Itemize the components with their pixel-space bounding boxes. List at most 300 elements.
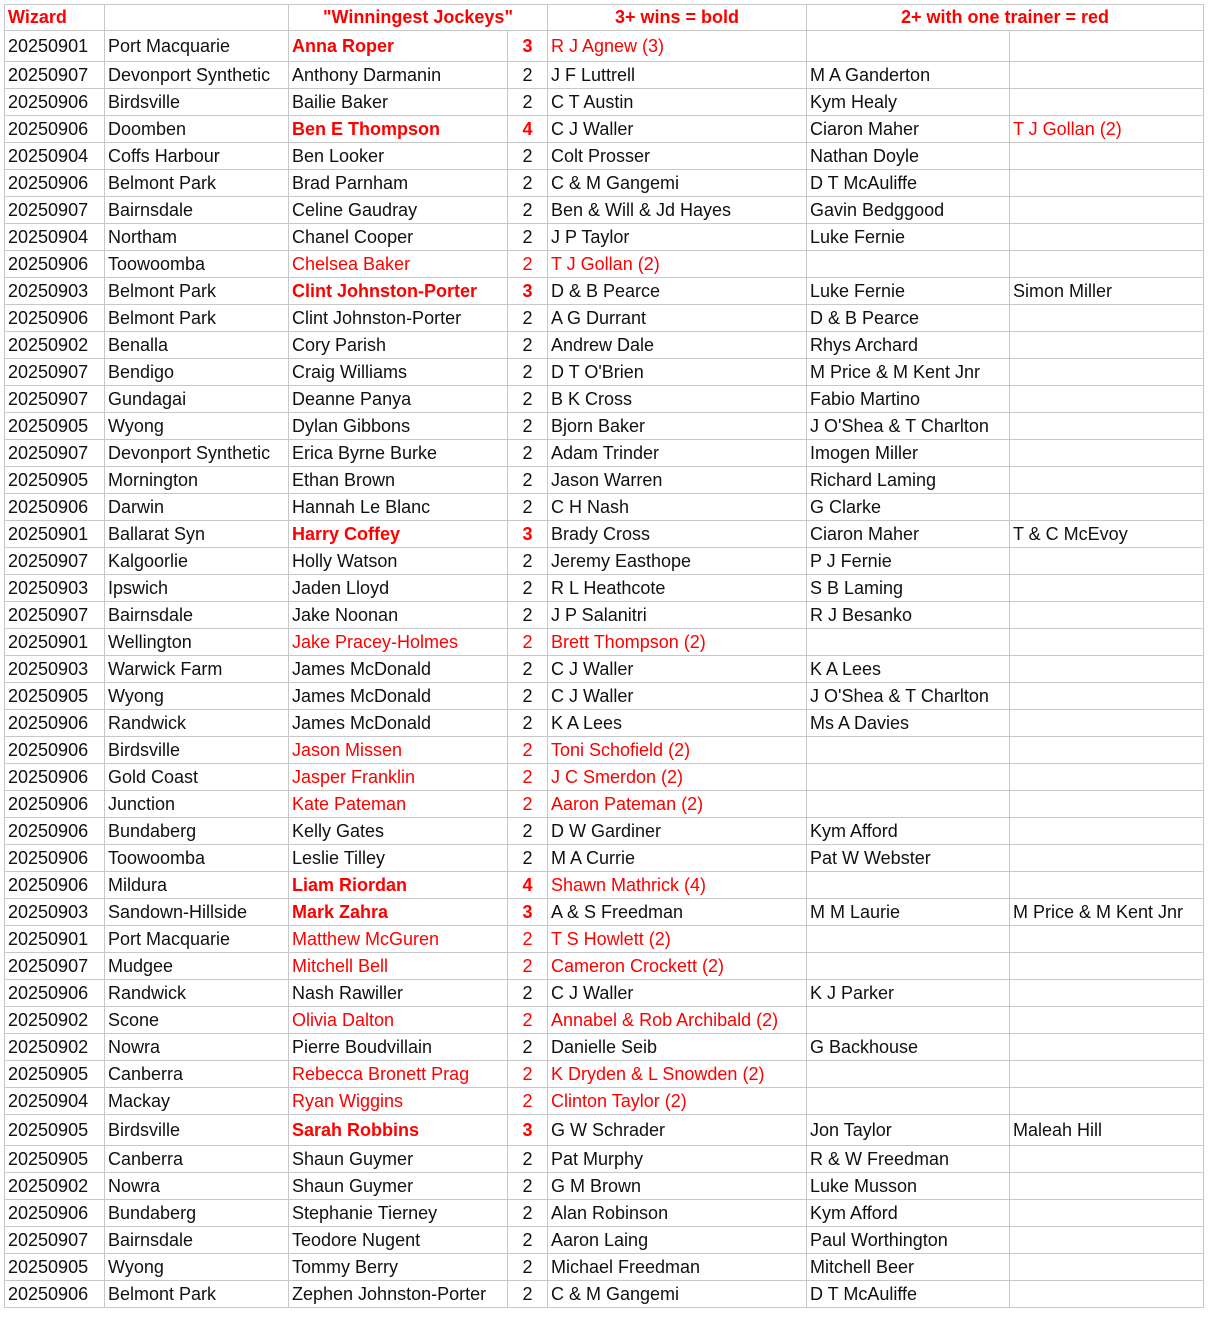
cell-track[interactable]: Mudgee [105,953,289,980]
cell-track[interactable]: Canberra [105,1061,289,1088]
cell-track[interactable]: Gundagai [105,386,289,413]
header-rule-bold[interactable]: 3+ wins = bold [548,5,807,31]
cell-jockey[interactable]: Clint Johnston-Porter [289,305,508,332]
cell-trainer-2[interactable]: Kym Afford [807,818,1010,845]
cell-trainer-3[interactable] [1010,602,1204,629]
cell-track[interactable]: Bairnsdale [105,602,289,629]
cell-track[interactable]: Devonport Synthetic [105,62,289,89]
cell-trainer-2[interactable] [807,764,1010,791]
cell-date[interactable]: 20250903 [5,899,105,926]
cell-trainer-2[interactable]: Ciaron Maher [807,521,1010,548]
cell-date[interactable]: 20250904 [5,224,105,251]
cell-wins[interactable]: 2 [508,170,548,197]
cell-track[interactable]: Benalla [105,332,289,359]
cell-date[interactable]: 20250906 [5,305,105,332]
cell-jockey[interactable]: Mitchell Bell [289,953,508,980]
cell-trainer-1[interactable]: R J Agnew (3) [548,31,807,62]
cell-wins[interactable]: 2 [508,818,548,845]
cell-trainer-2[interactable]: P J Fernie [807,548,1010,575]
cell-jockey[interactable]: Jake Noonan [289,602,508,629]
cell-trainer-3[interactable] [1010,737,1204,764]
cell-wins[interactable]: 3 [508,278,548,305]
cell-wins[interactable]: 2 [508,89,548,116]
cell-wins[interactable]: 2 [508,791,548,818]
cell-jockey[interactable]: James McDonald [289,683,508,710]
cell-wins[interactable]: 3 [508,31,548,62]
cell-trainer-1[interactable]: Pat Murphy [548,1146,807,1173]
cell-trainer-2[interactable]: Pat W Webster [807,845,1010,872]
cell-wins[interactable]: 2 [508,1061,548,1088]
header-title[interactable]: "Winningest Jockeys" [289,5,548,31]
cell-date[interactable]: 20250906 [5,845,105,872]
cell-trainer-3[interactable]: M Price & M Kent Jnr [1010,899,1204,926]
cell-trainer-1[interactable]: Brady Cross [548,521,807,548]
cell-trainer-1[interactable]: Alan Robinson [548,1200,807,1227]
cell-trainer-2[interactable]: Luke Fernie [807,224,1010,251]
cell-date[interactable]: 20250906 [5,251,105,278]
cell-date[interactable]: 20250906 [5,1200,105,1227]
cell-trainer-3[interactable]: T J Gollan (2) [1010,116,1204,143]
cell-wins[interactable]: 2 [508,1146,548,1173]
cell-trainer-2[interactable]: R J Besanko [807,602,1010,629]
cell-track[interactable]: Ipswich [105,575,289,602]
cell-trainer-1[interactable]: R L Heathcote [548,575,807,602]
cell-date[interactable]: 20250902 [5,332,105,359]
cell-track[interactable]: Bairnsdale [105,1227,289,1254]
cell-trainer-2[interactable]: R & W Freedman [807,1146,1010,1173]
cell-track[interactable]: Port Macquarie [105,926,289,953]
cell-trainer-2[interactable] [807,791,1010,818]
cell-trainer-2[interactable]: G Clarke [807,494,1010,521]
cell-date[interactable]: 20250902 [5,1173,105,1200]
cell-trainer-1[interactable]: Shawn Mathrick (4) [548,872,807,899]
cell-date[interactable]: 20250905 [5,1146,105,1173]
cell-trainer-2[interactable]: Imogen Miller [807,440,1010,467]
cell-jockey[interactable]: Tommy Berry [289,1254,508,1281]
cell-trainer-3[interactable] [1010,494,1204,521]
cell-trainer-1[interactable]: J P Salanitri [548,602,807,629]
cell-track[interactable]: Wellington [105,629,289,656]
cell-trainer-3[interactable] [1010,1173,1204,1200]
cell-trainer-2[interactable] [807,953,1010,980]
cell-jockey[interactable]: Craig Williams [289,359,508,386]
cell-trainer-3[interactable] [1010,710,1204,737]
cell-trainer-3[interactable] [1010,1061,1204,1088]
cell-wins[interactable]: 2 [508,305,548,332]
cell-trainer-3[interactable] [1010,818,1204,845]
cell-trainer-2[interactable]: D T McAuliffe [807,170,1010,197]
cell-track[interactable]: Canberra [105,1146,289,1173]
cell-trainer-2[interactable]: Luke Musson [807,1173,1010,1200]
cell-track[interactable]: Birdsville [105,737,289,764]
cell-trainer-3[interactable] [1010,467,1204,494]
cell-date[interactable]: 20250901 [5,31,105,62]
cell-date[interactable]: 20250905 [5,1061,105,1088]
cell-wins[interactable]: 2 [508,359,548,386]
cell-trainer-2[interactable]: Kym Afford [807,1200,1010,1227]
cell-trainer-3[interactable] [1010,143,1204,170]
cell-track[interactable]: Wyong [105,683,289,710]
cell-track[interactable]: Wyong [105,413,289,440]
cell-jockey[interactable]: Ben Looker [289,143,508,170]
cell-trainer-3[interactable] [1010,89,1204,116]
cell-trainer-1[interactable]: C & M Gangemi [548,1281,807,1308]
cell-trainer-1[interactable]: J F Luttrell [548,62,807,89]
cell-trainer-1[interactable]: C & M Gangemi [548,170,807,197]
cell-date[interactable]: 20250903 [5,278,105,305]
cell-trainer-3[interactable] [1010,791,1204,818]
cell-jockey[interactable]: Shaun Guymer [289,1146,508,1173]
cell-trainer-2[interactable]: M M Laurie [807,899,1010,926]
cell-trainer-1[interactable]: Bjorn Baker [548,413,807,440]
cell-jockey[interactable]: Celine Gaudray [289,197,508,224]
cell-date[interactable]: 20250905 [5,1254,105,1281]
cell-track[interactable]: Randwick [105,710,289,737]
cell-trainer-1[interactable]: C J Waller [548,116,807,143]
cell-jockey[interactable]: Erica Byrne Burke [289,440,508,467]
cell-track[interactable]: Scone [105,1007,289,1034]
cell-jockey[interactable]: Kate Pateman [289,791,508,818]
cell-track[interactable]: Devonport Synthetic [105,440,289,467]
cell-jockey[interactable]: Deanne Panya [289,386,508,413]
cell-wins[interactable]: 3 [508,1115,548,1146]
cell-track[interactable]: Kalgoorlie [105,548,289,575]
cell-wins[interactable]: 2 [508,683,548,710]
cell-trainer-1[interactable]: Annabel & Rob Archibald (2) [548,1007,807,1034]
cell-trainer-2[interactable]: Paul Worthington [807,1227,1010,1254]
cell-track[interactable]: Mornington [105,467,289,494]
header-rule-red[interactable]: 2+ with one trainer = red [807,5,1204,31]
cell-trainer-2[interactable]: Nathan Doyle [807,143,1010,170]
cell-trainer-1[interactable]: Adam Trinder [548,440,807,467]
cell-trainer-3[interactable] [1010,1281,1204,1308]
cell-wins[interactable]: 2 [508,467,548,494]
cell-track[interactable]: Gold Coast [105,764,289,791]
cell-trainer-2[interactable] [807,926,1010,953]
cell-trainer-2[interactable]: M A Ganderton [807,62,1010,89]
cell-jockey[interactable]: Pierre Boudvillain [289,1034,508,1061]
cell-jockey[interactable]: Shaun Guymer [289,1173,508,1200]
cell-jockey[interactable]: Teodore Nugent [289,1227,508,1254]
cell-trainer-3[interactable] [1010,575,1204,602]
cell-trainer-1[interactable]: G W Schrader [548,1115,807,1146]
cell-trainer-3[interactable] [1010,1227,1204,1254]
cell-wins[interactable]: 3 [508,899,548,926]
cell-jockey[interactable]: Anna Roper [289,31,508,62]
cell-trainer-2[interactable] [807,31,1010,62]
cell-date[interactable]: 20250905 [5,683,105,710]
cell-trainer-2[interactable]: S B Laming [807,575,1010,602]
cell-trainer-2[interactable] [807,251,1010,278]
cell-jockey[interactable]: James McDonald [289,656,508,683]
cell-trainer-2[interactable]: G Backhouse [807,1034,1010,1061]
cell-trainer-3[interactable] [1010,440,1204,467]
cell-trainer-1[interactable]: Jason Warren [548,467,807,494]
cell-date[interactable]: 20250907 [5,197,105,224]
cell-date[interactable]: 20250906 [5,494,105,521]
cell-jockey[interactable]: Cory Parish [289,332,508,359]
cell-track[interactable]: Darwin [105,494,289,521]
cell-track[interactable]: Mackay [105,1088,289,1115]
cell-trainer-2[interactable]: Kym Healy [807,89,1010,116]
cell-track[interactable]: Coffs Harbour [105,143,289,170]
cell-track[interactable]: Belmont Park [105,170,289,197]
cell-jockey[interactable]: Jasper Franklin [289,764,508,791]
cell-trainer-3[interactable] [1010,359,1204,386]
cell-jockey[interactable]: Jake Pracey-Holmes [289,629,508,656]
cell-trainer-2[interactable]: D T McAuliffe [807,1281,1010,1308]
cell-trainer-1[interactable]: K Dryden & L Snowden (2) [548,1061,807,1088]
cell-track[interactable]: Bundaberg [105,818,289,845]
cell-trainer-2[interactable]: Ciaron Maher [807,116,1010,143]
cell-trainer-1[interactable]: Andrew Dale [548,332,807,359]
cell-date[interactable]: 20250906 [5,710,105,737]
cell-trainer-1[interactable]: C J Waller [548,980,807,1007]
cell-trainer-3[interactable] [1010,305,1204,332]
cell-trainer-1[interactable]: Cameron Crockett (2) [548,953,807,980]
cell-date[interactable]: 20250903 [5,575,105,602]
cell-wins[interactable]: 2 [508,845,548,872]
cell-date[interactable]: 20250906 [5,764,105,791]
cell-wins[interactable]: 2 [508,1281,548,1308]
header-blank[interactable] [105,5,289,31]
cell-date[interactable]: 20250906 [5,818,105,845]
cell-trainer-1[interactable]: D W Gardiner [548,818,807,845]
cell-trainer-1[interactable]: Jeremy Easthope [548,548,807,575]
cell-trainer-3[interactable] [1010,656,1204,683]
cell-trainer-2[interactable]: Gavin Bedggood [807,197,1010,224]
cell-date[interactable]: 20250907 [5,359,105,386]
cell-trainer-3[interactable] [1010,170,1204,197]
cell-wins[interactable]: 2 [508,440,548,467]
cell-jockey[interactable]: Liam Riordan [289,872,508,899]
cell-trainer-3[interactable] [1010,1200,1204,1227]
cell-track[interactable]: Sandown-Hillside [105,899,289,926]
cell-wins[interactable]: 2 [508,413,548,440]
cell-date[interactable]: 20250907 [5,440,105,467]
cell-wins[interactable]: 2 [508,710,548,737]
cell-jockey[interactable]: Dylan Gibbons [289,413,508,440]
cell-trainer-1[interactable]: C T Austin [548,89,807,116]
cell-wins[interactable]: 2 [508,980,548,1007]
cell-track[interactable]: Nowra [105,1034,289,1061]
cell-jockey[interactable]: Jaden Lloyd [289,575,508,602]
cell-trainer-2[interactable]: Richard Laming [807,467,1010,494]
cell-trainer-2[interactable] [807,737,1010,764]
cell-wins[interactable]: 2 [508,386,548,413]
cell-wins[interactable]: 2 [508,1227,548,1254]
cell-jockey[interactable]: Olivia Dalton [289,1007,508,1034]
cell-date[interactable]: 20250906 [5,980,105,1007]
cell-trainer-1[interactable]: Aaron Laing [548,1227,807,1254]
cell-track[interactable]: Northam [105,224,289,251]
cell-trainer-3[interactable] [1010,251,1204,278]
cell-trainer-2[interactable]: K A Lees [807,656,1010,683]
cell-date[interactable]: 20250904 [5,143,105,170]
cell-trainer-2[interactable] [807,1061,1010,1088]
cell-track[interactable]: Belmont Park [105,305,289,332]
cell-trainer-1[interactable]: C J Waller [548,656,807,683]
cell-date[interactable]: 20250906 [5,170,105,197]
cell-track[interactable]: Ballarat Syn [105,521,289,548]
cell-trainer-1[interactable]: T S Howlett (2) [548,926,807,953]
cell-trainer-1[interactable]: A & S Freedman [548,899,807,926]
cell-track[interactable]: Birdsville [105,1115,289,1146]
cell-trainer-1[interactable]: G M Brown [548,1173,807,1200]
cell-date[interactable]: 20250903 [5,656,105,683]
cell-wins[interactable]: 2 [508,548,548,575]
cell-trainer-1[interactable]: T J Gollan (2) [548,251,807,278]
cell-date[interactable]: 20250905 [5,413,105,440]
cell-trainer-1[interactable]: C H Nash [548,494,807,521]
cell-track[interactable]: Junction [105,791,289,818]
cell-date[interactable]: 20250907 [5,953,105,980]
cell-trainer-3[interactable] [1010,31,1204,62]
cell-track[interactable]: Mildura [105,872,289,899]
cell-trainer-2[interactable] [807,872,1010,899]
cell-trainer-3[interactable] [1010,1254,1204,1281]
cell-trainer-3[interactable] [1010,683,1204,710]
cell-date[interactable]: 20250905 [5,467,105,494]
cell-jockey[interactable]: Brad Parnham [289,170,508,197]
cell-jockey[interactable]: Sarah Robbins [289,1115,508,1146]
cell-trainer-3[interactable] [1010,62,1204,89]
cell-trainer-3[interactable] [1010,1088,1204,1115]
cell-wins[interactable]: 2 [508,1007,548,1034]
cell-wins[interactable]: 2 [508,1254,548,1281]
cell-date[interactable]: 20250906 [5,737,105,764]
cell-jockey[interactable]: Leslie Tilley [289,845,508,872]
cell-jockey[interactable]: Stephanie Tierney [289,1200,508,1227]
cell-date[interactable]: 20250901 [5,926,105,953]
cell-wins[interactable]: 2 [508,656,548,683]
cell-jockey[interactable]: Ethan Brown [289,467,508,494]
cell-wins[interactable]: 4 [508,872,548,899]
cell-date[interactable]: 20250906 [5,791,105,818]
cell-jockey[interactable]: Harry Coffey [289,521,508,548]
cell-trainer-3[interactable] [1010,197,1204,224]
cell-trainer-3[interactable] [1010,413,1204,440]
cell-trainer-3[interactable] [1010,764,1204,791]
cell-date[interactable]: 20250907 [5,386,105,413]
cell-wins[interactable]: 3 [508,521,548,548]
cell-trainer-3[interactable] [1010,332,1204,359]
cell-jockey[interactable]: Mark Zahra [289,899,508,926]
cell-track[interactable]: Doomben [105,116,289,143]
cell-trainer-1[interactable]: Toni Schofield (2) [548,737,807,764]
cell-wins[interactable]: 2 [508,629,548,656]
cell-jockey[interactable]: Anthony Darmanin [289,62,508,89]
cell-trainer-3[interactable] [1010,386,1204,413]
cell-date[interactable]: 20250907 [5,1227,105,1254]
cell-date[interactable]: 20250907 [5,62,105,89]
cell-jockey[interactable]: Holly Watson [289,548,508,575]
cell-wins[interactable]: 2 [508,224,548,251]
cell-trainer-3[interactable] [1010,1034,1204,1061]
cell-track[interactable]: Toowoomba [105,845,289,872]
cell-trainer-1[interactable]: Colt Prosser [548,143,807,170]
cell-trainer-1[interactable]: A G Durrant [548,305,807,332]
cell-trainer-3[interactable]: Maleah Hill [1010,1115,1204,1146]
cell-trainer-3[interactable] [1010,953,1204,980]
cell-track[interactable]: Belmont Park [105,1281,289,1308]
cell-track[interactable]: Randwick [105,980,289,1007]
cell-trainer-1[interactable]: M A Currie [548,845,807,872]
cell-trainer-1[interactable]: D & B Pearce [548,278,807,305]
cell-trainer-1[interactable]: C J Waller [548,683,807,710]
cell-trainer-3[interactable] [1010,629,1204,656]
cell-track[interactable]: Birdsville [105,89,289,116]
cell-jockey[interactable]: Matthew McGuren [289,926,508,953]
cell-jockey[interactable]: Hannah Le Blanc [289,494,508,521]
cell-wins[interactable]: 2 [508,764,548,791]
cell-date[interactable]: 20250901 [5,629,105,656]
cell-trainer-3[interactable] [1010,1146,1204,1173]
cell-trainer-1[interactable]: Ben & Will & Jd Hayes [548,197,807,224]
cell-track[interactable]: Toowoomba [105,251,289,278]
cell-wins[interactable]: 2 [508,602,548,629]
cell-trainer-2[interactable]: D & B Pearce [807,305,1010,332]
cell-trainer-1[interactable]: Michael Freedman [548,1254,807,1281]
cell-jockey[interactable]: Chelsea Baker [289,251,508,278]
cell-trainer-2[interactable]: Fabio Martino [807,386,1010,413]
cell-trainer-2[interactable]: Rhys Archard [807,332,1010,359]
cell-date[interactable]: 20250905 [5,1115,105,1146]
cell-trainer-1[interactable]: Danielle Seib [548,1034,807,1061]
cell-jockey[interactable]: Bailie Baker [289,89,508,116]
cell-wins[interactable]: 2 [508,332,548,359]
cell-track[interactable]: Bairnsdale [105,197,289,224]
cell-trainer-2[interactable]: Mitchell Beer [807,1254,1010,1281]
cell-jockey[interactable]: Rebecca Bronett Prag [289,1061,508,1088]
cell-trainer-3[interactable] [1010,224,1204,251]
cell-trainer-1[interactable]: Clinton Taylor (2) [548,1088,807,1115]
cell-date[interactable]: 20250907 [5,548,105,575]
cell-trainer-1[interactable]: K A Lees [548,710,807,737]
cell-trainer-2[interactable]: M Price & M Kent Jnr [807,359,1010,386]
cell-jockey[interactable]: Ryan Wiggins [289,1088,508,1115]
cell-wins[interactable]: 2 [508,62,548,89]
cell-wins[interactable]: 2 [508,1173,548,1200]
cell-trainer-3[interactable] [1010,980,1204,1007]
cell-date[interactable]: 20250901 [5,521,105,548]
cell-track[interactable]: Belmont Park [105,278,289,305]
cell-wins[interactable]: 2 [508,251,548,278]
cell-jockey[interactable]: Zephen Johnston-Porter [289,1281,508,1308]
cell-trainer-3[interactable] [1010,548,1204,575]
cell-wins[interactable]: 2 [508,1034,548,1061]
cell-trainer-2[interactable]: Luke Fernie [807,278,1010,305]
cell-wins[interactable]: 2 [508,197,548,224]
cell-trainer-2[interactable]: Jon Taylor [807,1115,1010,1146]
cell-trainer-2[interactable]: J O'Shea & T Charlton [807,413,1010,440]
cell-track[interactable]: Wyong [105,1254,289,1281]
cell-jockey[interactable]: James McDonald [289,710,508,737]
cell-trainer-1[interactable]: Aaron Pateman (2) [548,791,807,818]
cell-trainer-1[interactable]: D T O'Brien [548,359,807,386]
cell-date[interactable]: 20250906 [5,89,105,116]
cell-trainer-3[interactable] [1010,845,1204,872]
cell-jockey[interactable]: Clint Johnston-Porter [289,278,508,305]
cell-trainer-2[interactable]: Ms A Davies [807,710,1010,737]
cell-date[interactable]: 20250902 [5,1034,105,1061]
cell-trainer-2[interactable] [807,629,1010,656]
cell-track[interactable]: Bendigo [105,359,289,386]
cell-wins[interactable]: 2 [508,953,548,980]
cell-trainer-2[interactable]: J O'Shea & T Charlton [807,683,1010,710]
cell-date[interactable]: 20250902 [5,1007,105,1034]
cell-wins[interactable]: 4 [508,116,548,143]
